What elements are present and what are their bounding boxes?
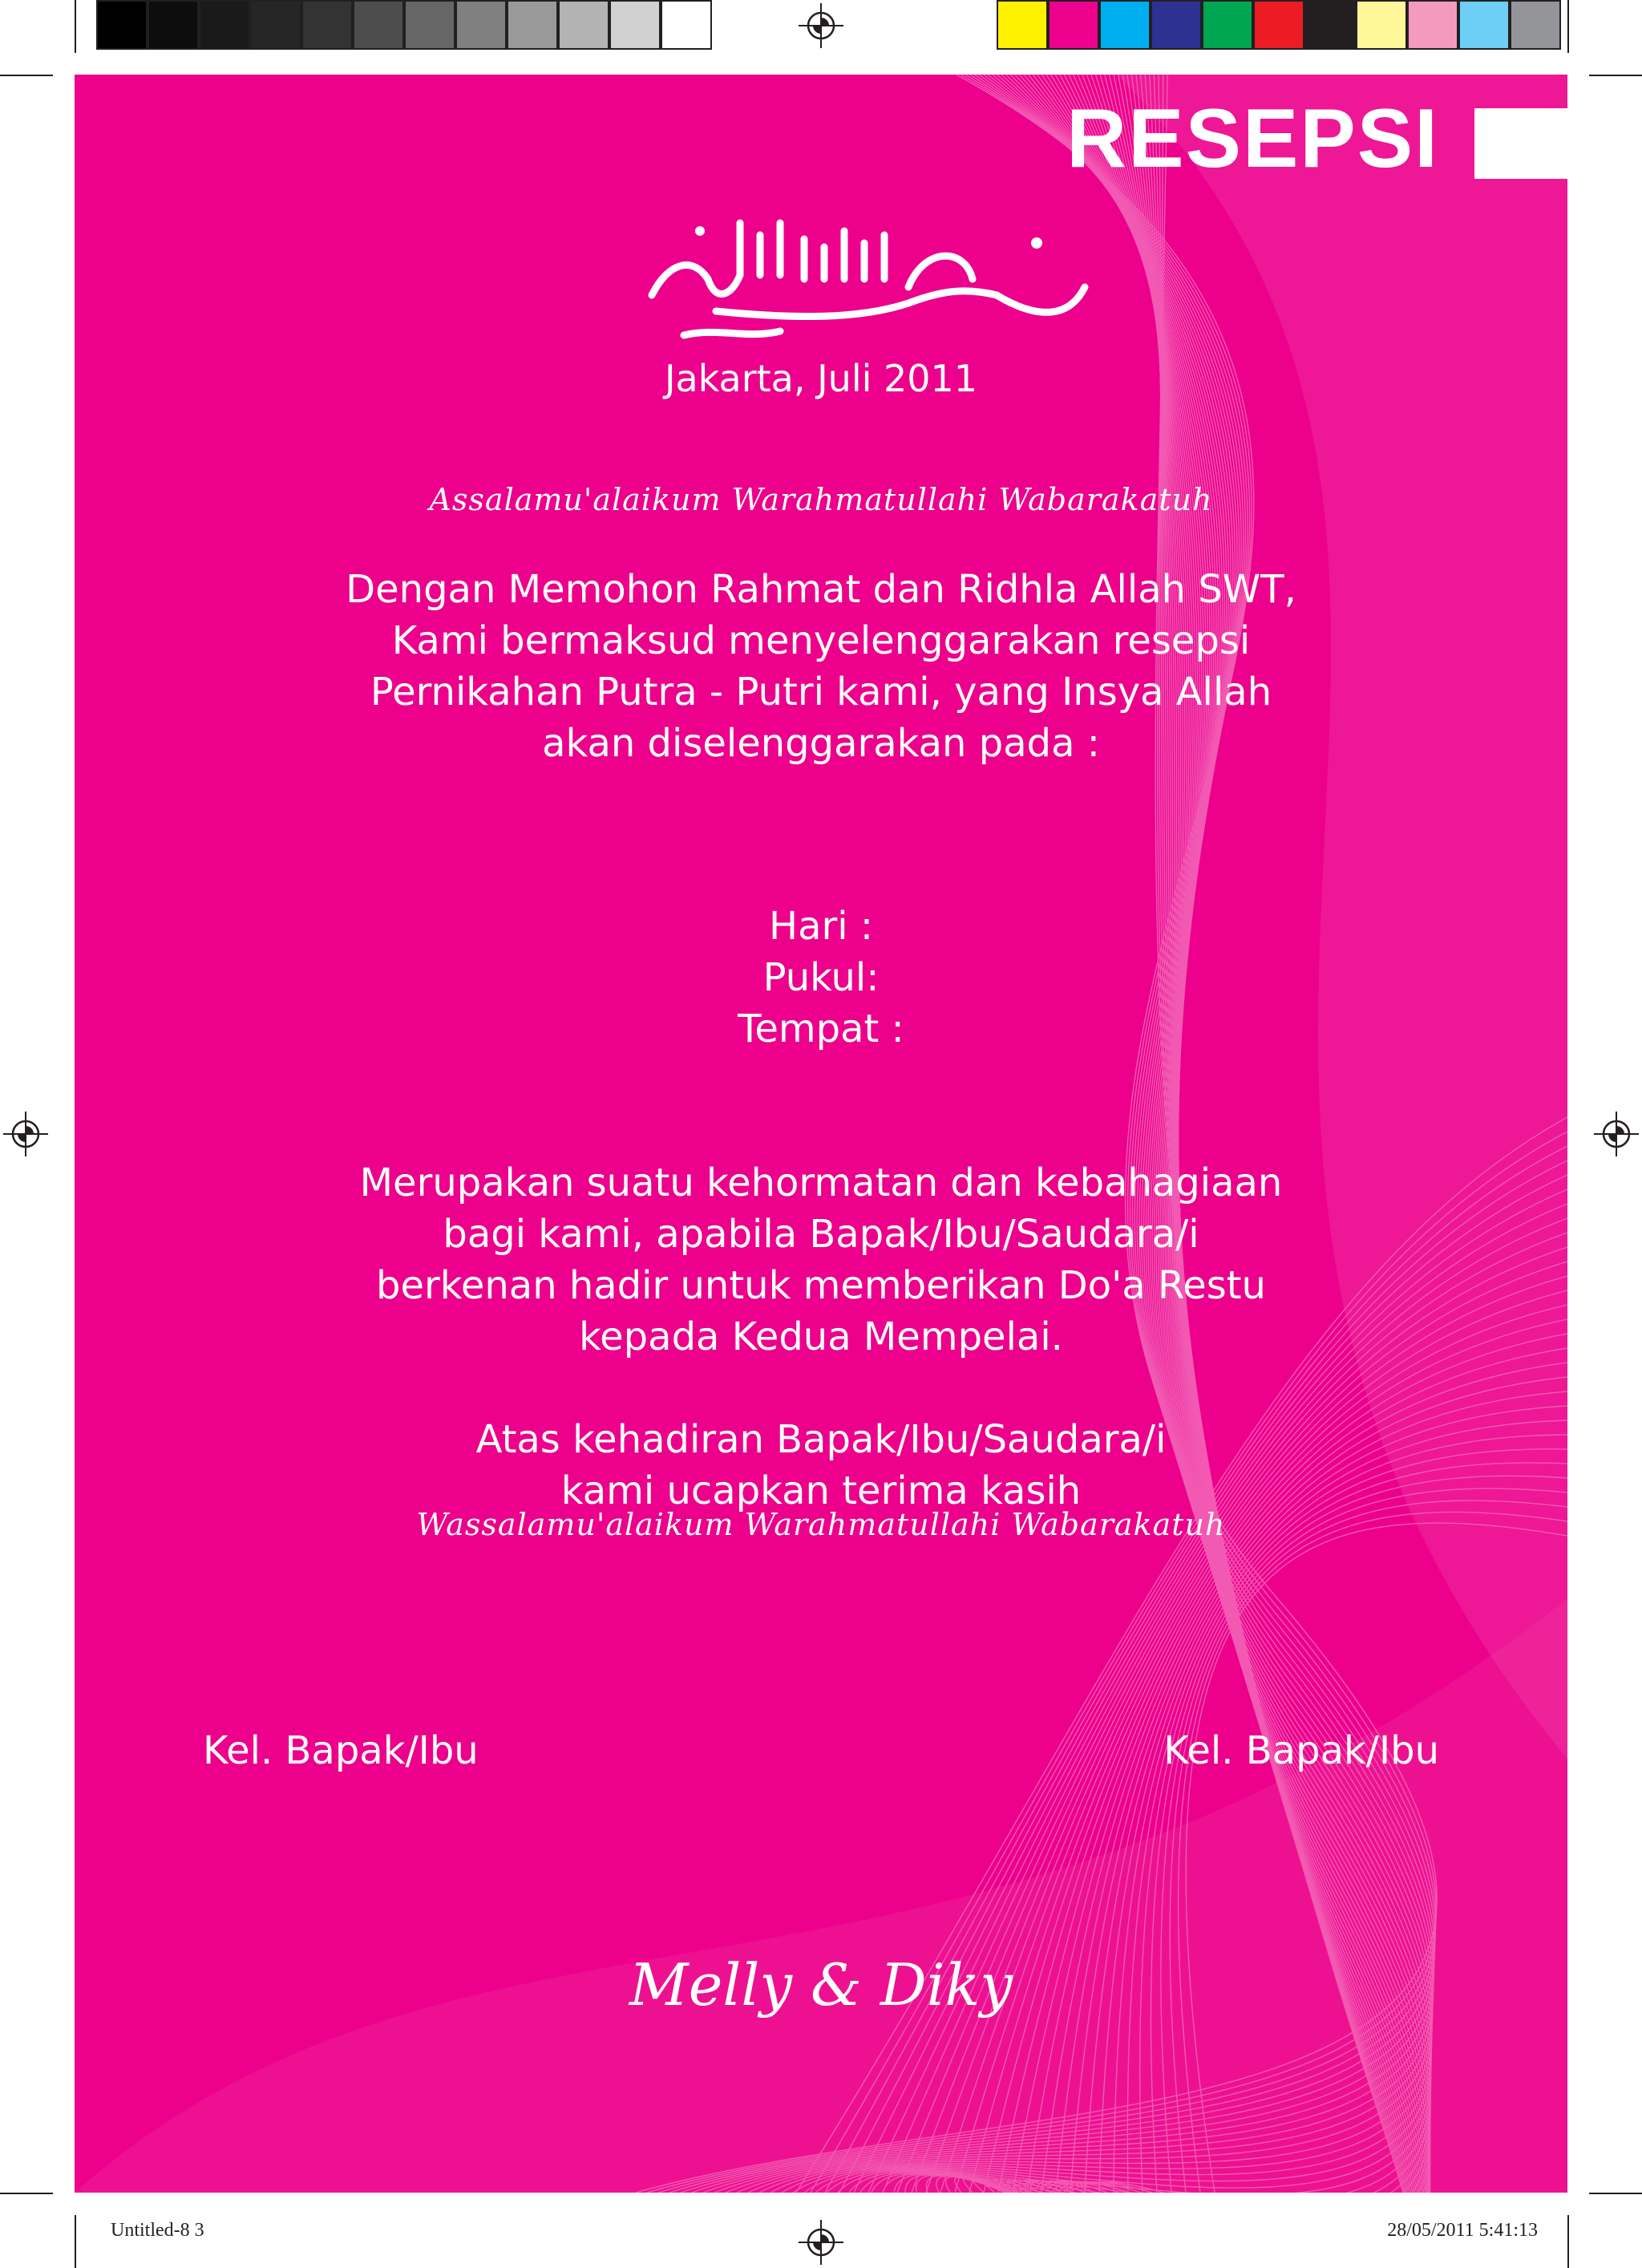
color-swatch <box>1510 0 1561 50</box>
gray-swatch <box>96 0 148 50</box>
event-details <box>75 901 1567 1055</box>
intro-paragraph <box>75 564 1567 769</box>
honor-line: berkenan hadir untuk memberikan Do'a Restu <box>376 1263 1266 1308</box>
registration-mark-icon <box>799 3 843 48</box>
crop-mark <box>75 0 76 53</box>
color-swatch <box>1099 0 1151 50</box>
invitation-card <box>75 75 1567 2193</box>
event-place: Tempat : <box>738 1006 904 1051</box>
registration-mark-icon <box>799 2220 843 2265</box>
family-left: Kel. Bapak/Ibu <box>203 1728 479 1773</box>
date-slug: 28/05/2011 5:41:13 <box>1387 2220 1538 2241</box>
crop-mark <box>0 75 53 76</box>
color-swatch <box>997 0 1048 50</box>
gray-swatch <box>353 0 404 50</box>
closing-greeting: Wassalamu'alaikum Warahmatullahi Wabarakatuh <box>416 1507 1226 1542</box>
title-tab <box>1474 108 1567 179</box>
gray-swatch <box>558 0 609 50</box>
honor-line: Merupakan suatu kehormatan dan kebahagiaan <box>359 1160 1283 1205</box>
crop-mark <box>75 2215 76 2268</box>
opening-greeting: Assalamu'alaikum Warahmatullahi Wabarakatuh <box>429 482 1213 517</box>
gray-swatch <box>507 0 558 50</box>
crop-mark <box>1589 75 1642 76</box>
registration-mark-icon <box>1594 1112 1639 1156</box>
crop-mark <box>1567 0 1569 53</box>
intro-line: Pernikahan Putra - Putri kami, yang Insya Allah <box>370 670 1272 715</box>
intro-line: Kami bermaksud menyelenggarakan resepsi <box>391 618 1251 663</box>
color-swatch <box>1356 0 1407 50</box>
intro-line: Dengan Memohon Rahmat dan Ridhla Allah SWT, <box>346 567 1296 612</box>
thanks-line: kami ucapkan terima kasih <box>560 1468 1082 1513</box>
color-swatch <box>1458 0 1510 50</box>
color-swatch <box>1048 0 1099 50</box>
file-slug: Untitled-8 3 <box>111 2220 204 2241</box>
color-swatch <box>1304 0 1356 50</box>
gray-swatch <box>199 0 250 50</box>
crop-mark <box>1567 2215 1569 2268</box>
gray-swatch <box>455 0 507 50</box>
couple-names: Melly & Diky <box>629 1951 1013 2019</box>
bismillah-calligraphy-icon <box>620 199 1101 343</box>
color-swatch <box>1253 0 1304 50</box>
color-swatch <box>1202 0 1253 50</box>
grayscale-bar <box>96 0 712 53</box>
page-title: RESEPSI <box>1066 92 1439 185</box>
color-swatch <box>1407 0 1458 50</box>
color-swatch <box>1151 0 1202 50</box>
event-time: Pukul: <box>762 955 880 1000</box>
intro-line: akan diselenggarakan pada : <box>542 721 1100 766</box>
family-right: Kel. Bapak/Ibu <box>1163 1728 1439 1773</box>
gray-swatch <box>148 0 199 50</box>
gray-swatch <box>404 0 455 50</box>
thanks-line: Atas kehadiran Bapak/Ibu/Saudara/i <box>475 1417 1167 1462</box>
honor-paragraph <box>75 1157 1567 1363</box>
color-bar <box>997 0 1561 53</box>
honor-line: bagi kami, apabila Bapak/Ibu/Saudara/i <box>443 1212 1199 1257</box>
crop-mark <box>1589 2193 1642 2194</box>
gray-swatch <box>609 0 661 50</box>
place-date: Jakarta, Juli 2011 <box>664 357 978 400</box>
thanks-paragraph <box>75 1414 1567 1517</box>
gray-swatch <box>301 0 353 50</box>
crop-mark <box>0 2193 53 2194</box>
registration-mark-icon <box>3 1112 48 1156</box>
gray-swatch <box>661 0 712 50</box>
event-day: Hari : <box>768 904 873 949</box>
gray-swatch <box>250 0 301 50</box>
honor-line: kepada Kedua Mempelai. <box>579 1314 1063 1359</box>
